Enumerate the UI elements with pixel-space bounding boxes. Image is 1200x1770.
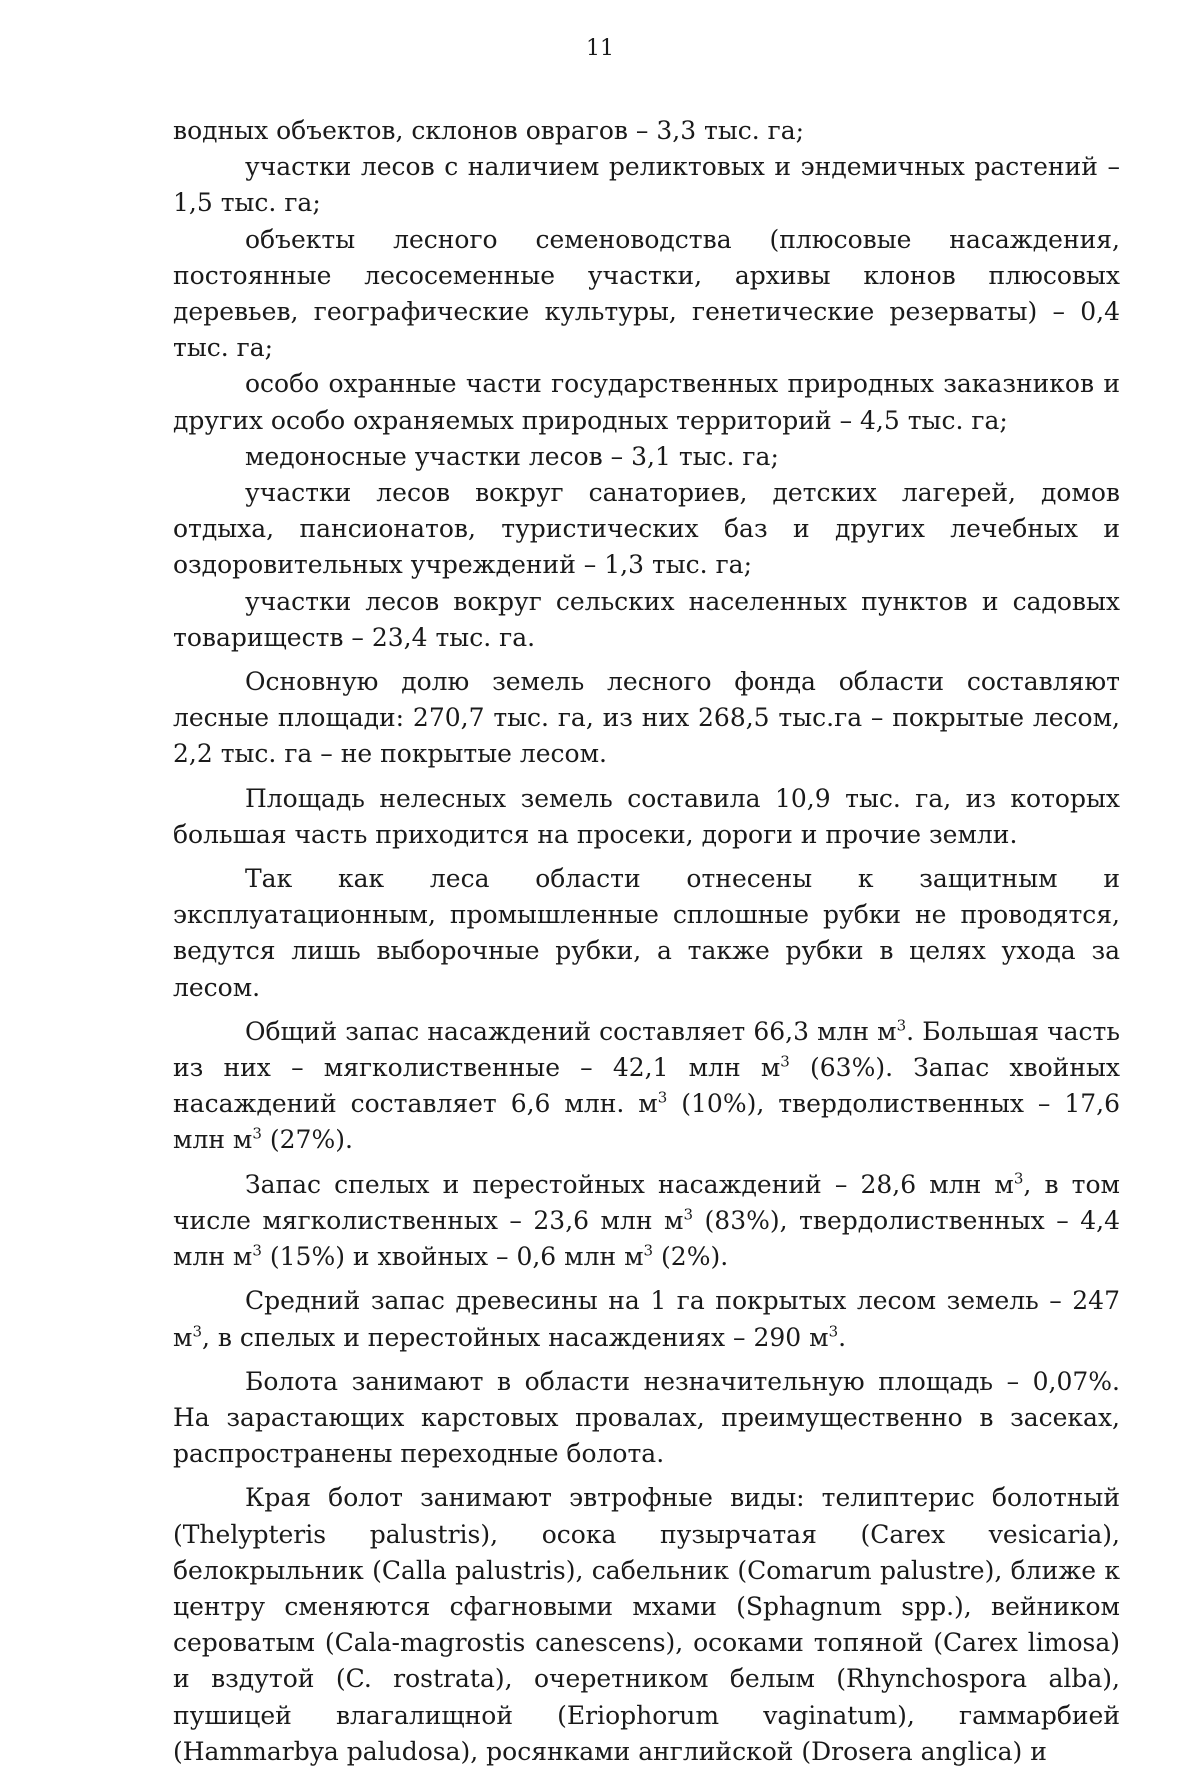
paragraph-mature-stock: Запас спелых и перестойных насаждений – 28,6 млн $м^3$, в том числе мягколиственных – 23,6 млн $м^3$ (83%), твердолиственных – 4,4 млн $м^3$ (15%) и хвойных – 0,6 млн $м^3$ (2%). [173, 1169, 1121, 1272]
paragraph-honey-forests: медоносные участки лесов – 3,1 тыс. га; [245, 441, 779, 471]
paragraph-water-objects: водных объектов, склонов оврагов – 3,3 тыс. га; [173, 116, 805, 145]
paragraph-total-stock: Общий запас насаждений составляет 66,3 млн $м^3$. Большая часть из них – мягколиственные – 42,1 млн $м^3$ (63%). Запас хвойных насаждений составляет 6,6 млн. $м^3$ (10%), твердолиственных – 17,6 млн $м^3$ (27%). [173, 1016, 1121, 1155]
paragraph-swamp-vegetation: Края болот занимают эвтрофные виды: телиптерис болотный (Thelypteris palustris), осока пузырчатая (Carex vesicaria), белокрыльник (Calla palustris), сабельник (Comarum palustre), ближе к центру сменяются сфагновыми мхами (Sphagnum spp.), вейником сероватым (Cala-magrostis canescens), осоками топяной (Carex limosa) и вздутой (C. rostrata), очеретником белым (Rhynchospora alba), пушицей влагалищной (Eriophorum vaginatum), гаммарбией (Hammarbya paludosa), росянками английской (Drosera anglica) и [173, 1483, 1120, 1766]
paragraph-seed-objects: объекты лесного семеноводства (плюсовые насаждения, постоянные лесосеменные участки, архивы клонов плюсовых деревьев, географические культуры, генетические резерваты) – 0,4 тыс. га; [173, 224, 1120, 363]
document-body [173, 113, 1120, 1770]
page-number: 11 [586, 36, 614, 61]
paragraph-protected-parts: особо охранные части государственных природных заказников и других особо охраняемых природных территорий – 4,5 тыс. га; [173, 369, 1120, 435]
paragraph-swamps: Болота занимают в области незначительную площадь – 0,07%. На зарастающих карстовых провалах, преимущественно в засеках, распространены переходные болота. [173, 1366, 1120, 1469]
paragraph-logging: Так как леса области отнесены к защитным и эксплуатационным, промышленные сплошные рубки не проводятся, ведутся лишь выборочные рубки, а также рубки в целях ухода за лесом. [173, 864, 1120, 1002]
paragraph-non-forest-lands: Площадь нелесных земель составила 10,9 тыс. га, из которых большая часть приходится на просеки, дороги и прочие земли. [173, 783, 1120, 849]
paragraph-settlement-forests: участки лесов вокруг сельских населенных пунктов и садовых товариществ – 23,4 тыс. га. [173, 586, 1120, 652]
paragraph-average-stock: Средний запас древесины на 1 га покрытых лесом земель – 247 $м^3$, в спелых и перестойных насаждениях – 290 $м^3$. [173, 1286, 1120, 1352]
paragraph-forest-areas: Основную долю земель лесного фонда области составляют лесные площади: 270,7 тыс. га, из них 268,5 тыс.га – покрытые лесом, 2,2 тыс. га – не покрытые лесом. [173, 667, 1120, 769]
paragraph-sanatorium-forests: участки лесов вокруг санаториев, детских лагерей, домов отдыха, пансионатов, туристических баз и других лечебных и оздоровительных учреждений – 1,3 тыс. га; [173, 478, 1120, 580]
paragraph-relict-plants: участки лесов с наличием реликтовых и эндемичных растений – 1,5 тыс. га; [173, 152, 1120, 218]
